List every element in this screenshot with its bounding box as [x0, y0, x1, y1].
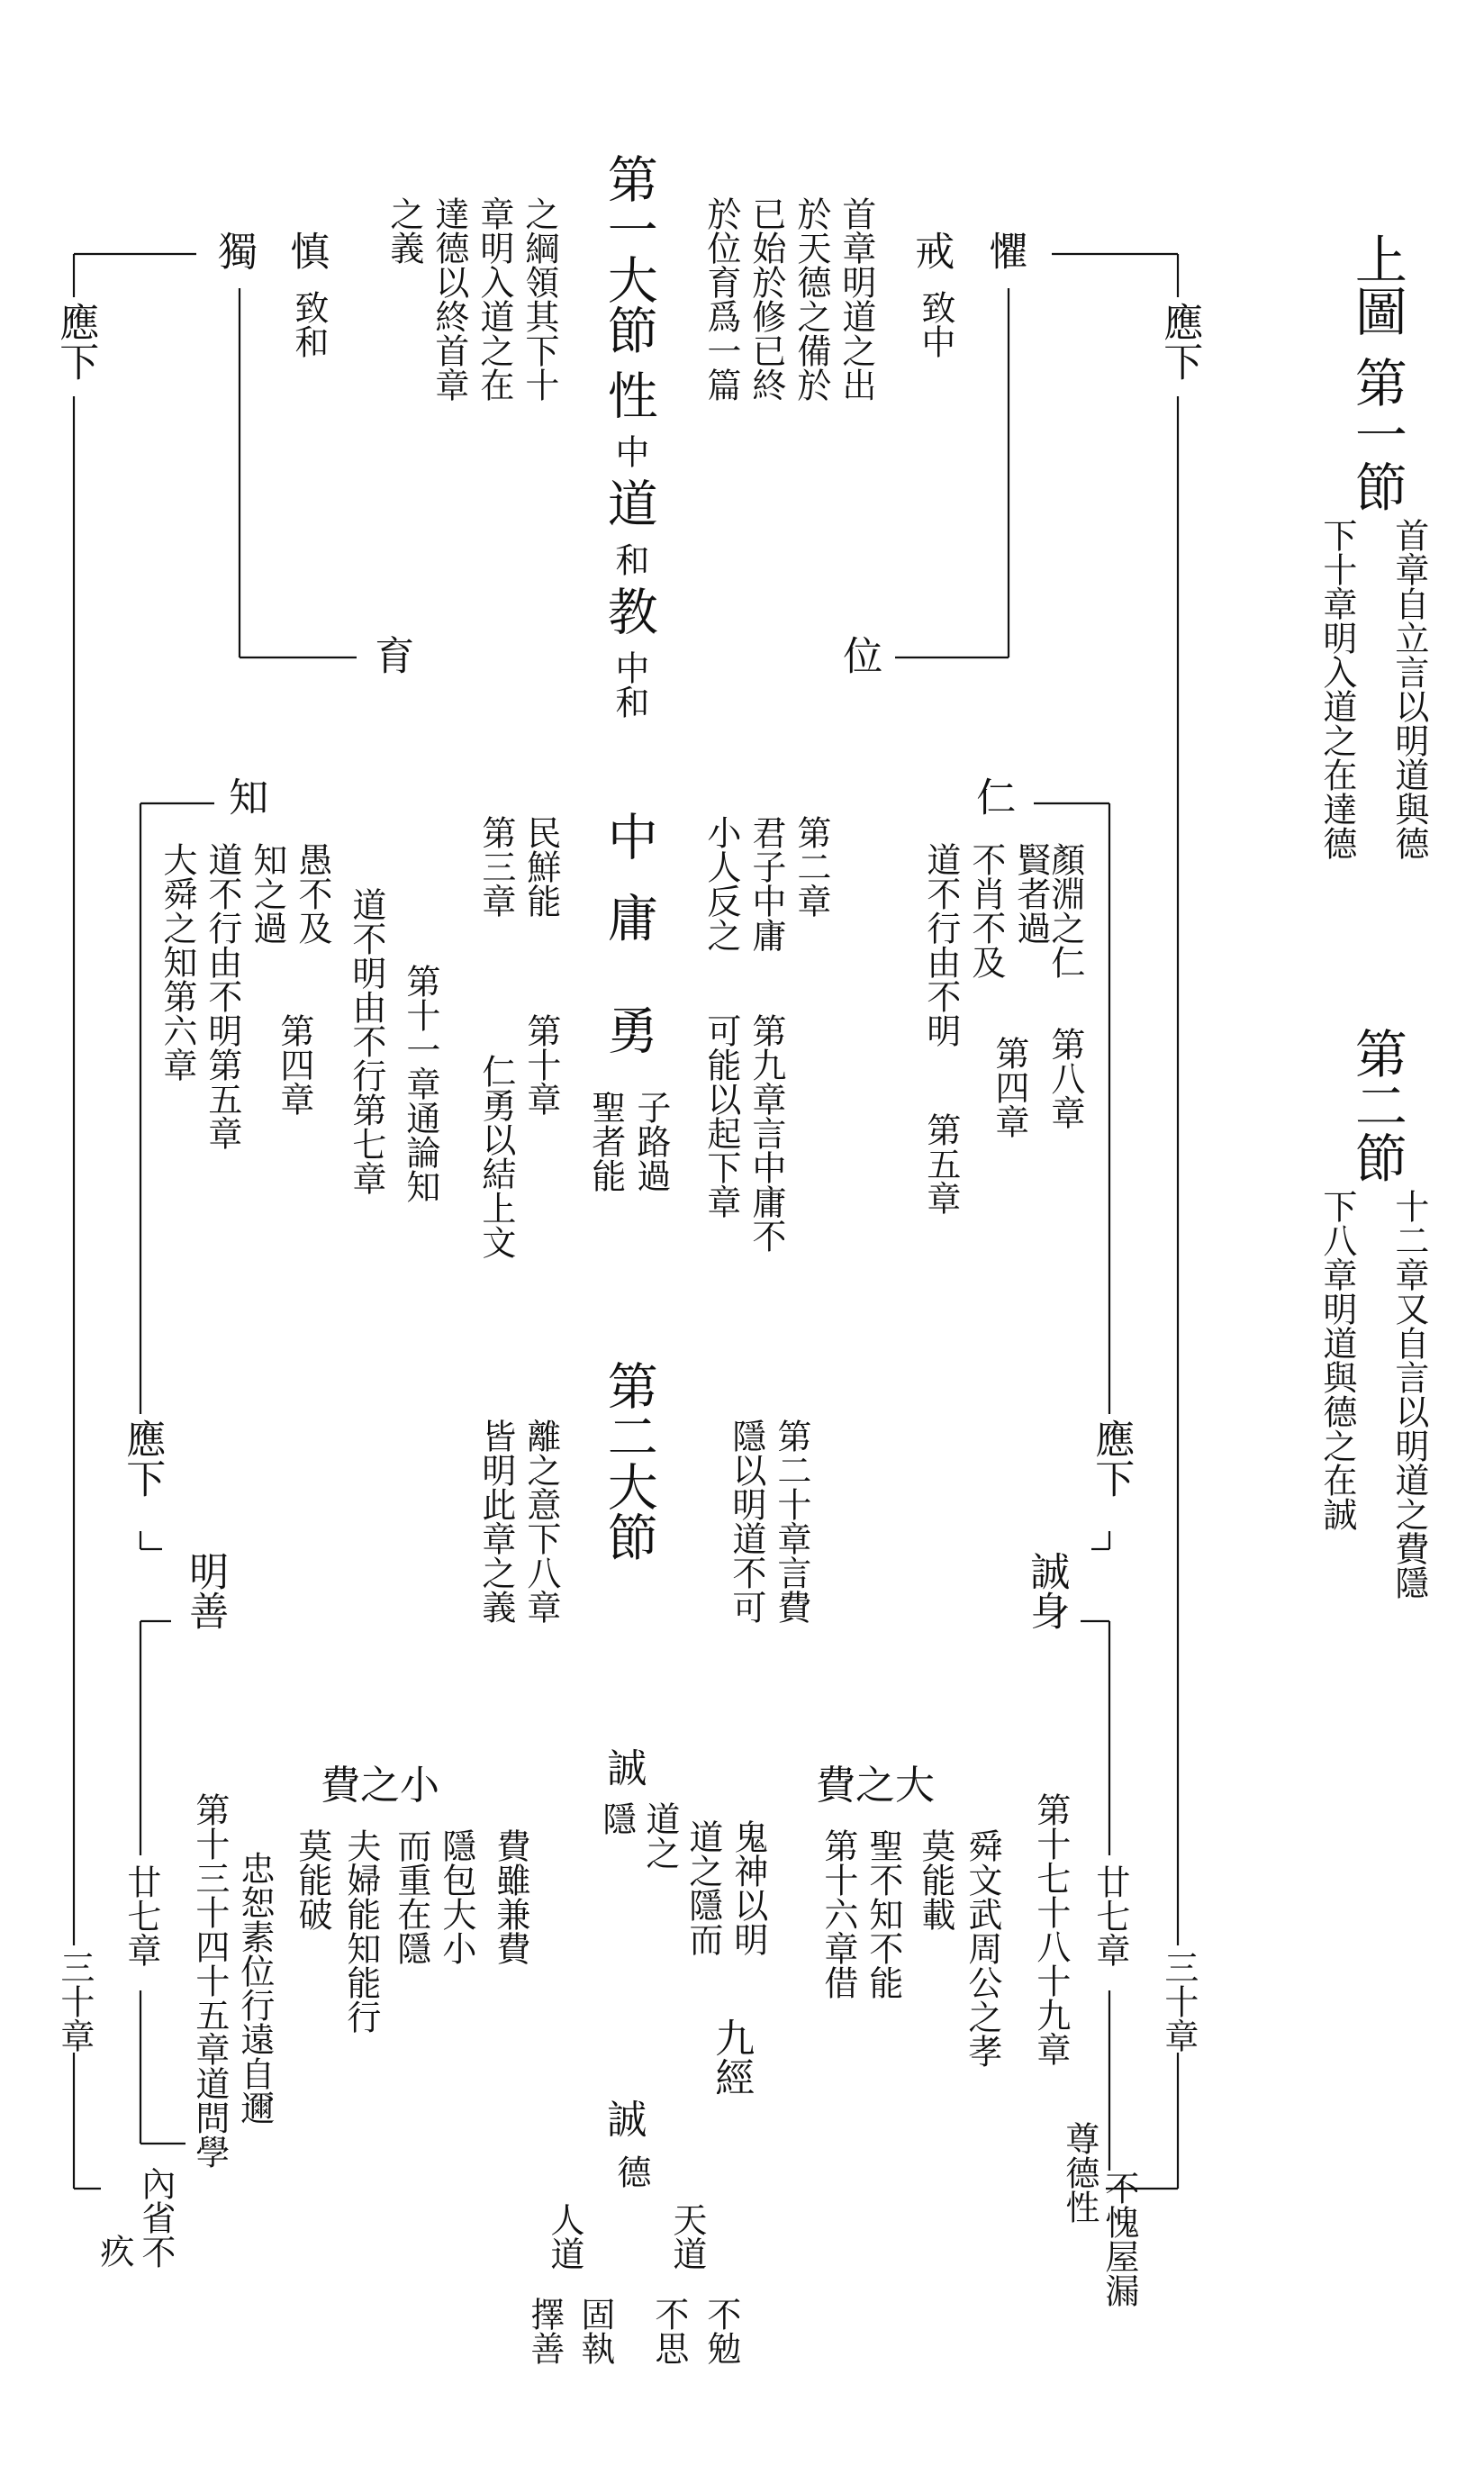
fei-da-text-2: 莫能載 [915, 1828, 955, 1931]
legend-title: 上圖 [1345, 232, 1407, 337]
node-zhong: 中 [599, 811, 658, 861]
zilu-2: 聖者能 [585, 1090, 626, 1192]
second-left-text-2: 皆明此章之義 [475, 1419, 516, 1624]
zhi-ch-11: 第十一章通論知 [400, 964, 440, 1203]
zhi-text-4: 大舜之知第六章 [157, 842, 197, 1082]
zhi-text-1: 愚不及 [292, 842, 332, 945]
node-jie: 戒 [908, 231, 955, 270]
top-right-text-1: 首章明道之出 [836, 196, 876, 402]
label-30-left: 三十章 [54, 1950, 95, 2053]
fei-xiao-text-2: 隱包大小 [436, 1828, 476, 1965]
node-ming-shan: 明善 [182, 1551, 229, 1630]
di10-2: 仁勇以結上文 [475, 1054, 516, 1259]
fei-da-text-4: 第十六章借 [818, 1828, 858, 1999]
di10-1: 第十章 [520, 1013, 561, 1116]
fei-da-chapters: 第十七十八十九章 [1030, 1792, 1071, 2066]
node-yu: 育 [367, 635, 414, 675]
center-note-3: 道之隱而 [683, 1819, 723, 1956]
label-30-right: 三十章 [1158, 1950, 1199, 2053]
tian-note-1: 不勉 [701, 2297, 741, 2365]
node-dao: 道 [599, 477, 658, 528]
note-dao: 和 [609, 542, 649, 576]
fei-xiao-ch-2: 第十三十四十五章道問學 [189, 1792, 230, 2169]
center-note-1: 道之 [639, 1801, 680, 1870]
node-du: 獨 [211, 231, 258, 270]
second-right-text-2: 隱以明道不可 [726, 1419, 766, 1624]
note-jiao: 中和 [609, 650, 649, 719]
label-ying-xia-mid-left: 應下 [119, 1419, 166, 1498]
top-left-text-2: 章明入道之在 [474, 196, 514, 402]
ren-ch-4: 第四章 [989, 1036, 1029, 1138]
fei-xiao-text-3: 而重在隱 [391, 1828, 431, 1965]
node-jiu-jing: 九經 [708, 2017, 755, 2097]
top-right-text-4: 於位育爲一篇 [701, 196, 741, 402]
label-ying-xia-left: 應下 [52, 302, 99, 381]
fei-xiao-text-5: 莫能破 [292, 1828, 332, 1931]
fei-xiao-text-4: 夫婦能知能行 [340, 1828, 381, 2034]
node-wei: 位 [836, 635, 882, 675]
label-27-left: 廿七章 [121, 1864, 161, 1967]
center-note-2: 鬼神以明 [728, 1819, 768, 1956]
top-right-text-2: 於天德之備於 [791, 196, 831, 402]
node-shen: 慎 [283, 231, 330, 270]
node-jiao: 教 [599, 585, 658, 636]
node-xing: 性 [599, 369, 658, 420]
node-cheng-de: 誠 [600, 2099, 647, 2138]
zhi-ch-4: 第四章 [274, 1013, 314, 1116]
label-27-right: 廿七章 [1090, 1864, 1130, 1967]
zhi-ch-7: 道不明由不行第七章 [346, 887, 386, 1195]
ren-ch-5: 第五章 [920, 1112, 961, 1215]
fei-da-text-1: 舜文武周公之孝 [962, 1828, 1002, 2068]
node-yong: 庸 [599, 892, 658, 942]
legend-section1-line-b: 下十章明入道之在達德 [1317, 518, 1357, 860]
node-yong-courage: 勇 [599, 1004, 658, 1055]
node-fei-xiao: 費之小 [321, 1763, 439, 1809]
top-left-text-1: 之綱領其下十 [519, 196, 559, 402]
heading-first-great-section: 第一大節 [599, 153, 658, 355]
node-cheng-shen: 誠身 [1023, 1551, 1070, 1630]
zhi-text-2: 知之過 [247, 842, 287, 945]
di2zhang-3: 小人反之 [701, 815, 741, 952]
fei-xiao-text-1: 費雖兼費 [490, 1828, 530, 1965]
ren-note-1: 固執 [575, 2297, 615, 2365]
legend-section2-line-b: 下八章明道與德之在誠 [1317, 1189, 1357, 1531]
di9-1: 第九章言中庸不 [746, 1013, 786, 1253]
note-zhi-he: 致和 [288, 290, 329, 358]
di3zhang-2: 第三章 [475, 815, 516, 918]
legend-section1-title: 第一節 [1345, 356, 1407, 512]
heading-second-great-section: 第二大節 [599, 1360, 658, 1562]
di3zhang-1: 民鮮能 [520, 815, 561, 918]
ren-note-2: 擇善 [524, 2297, 565, 2365]
di2zhang-2: 君子中庸 [746, 815, 786, 952]
legend-section2-line-a: 十二章又自言以明道之費隱 [1389, 1189, 1429, 1600]
zilu-1: 子路過 [630, 1090, 671, 1192]
top-right-text-3: 已始於修已終 [746, 196, 786, 402]
note-de: 德 [611, 2154, 651, 2189]
note-yin: 隱 [596, 1801, 637, 1836]
zun-de-xing: 尊德性 [1059, 2121, 1099, 2224]
node-ju: 懼 [982, 231, 1028, 270]
label-ying-xia-mid-right: 應下 [1088, 1419, 1135, 1498]
tian-note-2: 不思 [648, 2297, 689, 2365]
bu-kui-wu-lou: 不愧屋漏 [1099, 2171, 1139, 2307]
note-zhi-zhong: 致中 [915, 290, 955, 358]
legend-section2-title: 第二節 [1345, 1027, 1407, 1183]
legend-section1-line-a: 首章自立言以明道與德 [1389, 518, 1429, 860]
ren-text-3: 不肖不及 [965, 842, 1006, 979]
tian-dao: 天道 [666, 2202, 707, 2271]
di9-2: 可能以起下章 [701, 1013, 741, 1219]
zhi-text-3: 道不行由不明第五章 [202, 842, 242, 1150]
note-xing: 中 [609, 434, 649, 468]
nei-sheng-1: 內省不 [135, 2166, 176, 2269]
fei-da-text-3: 聖不知不能 [863, 1828, 903, 1999]
di2zhang-1: 第二章 [791, 815, 831, 918]
nei-sheng-2: 疚 [94, 2234, 134, 2268]
fei-xiao-ch-1: 忠恕素位行遠自邇 [234, 1851, 275, 2125]
ren-text-2: 賢者過 [1010, 842, 1051, 945]
second-right-text-1: 第二十章言費 [771, 1419, 811, 1624]
second-left-text-1: 離之意下八章 [520, 1419, 561, 1624]
node-ren: 仁 [969, 776, 1016, 816]
node-zhi: 知 [222, 776, 268, 816]
ren-text-1: 顏淵之仁 [1045, 842, 1085, 979]
top-left-text-3: 達德以終首章 [429, 196, 469, 402]
label-ying-xia-right: 應下 [1156, 302, 1203, 381]
top-left-text-4: 之義 [384, 196, 424, 265]
node-fei-da: 費之大 [816, 1763, 935, 1809]
ren-text-4: 道不行由不明 [920, 842, 961, 1047]
ren-dao: 人道 [544, 2202, 584, 2271]
ren-ch-8: 第八章 [1045, 1027, 1085, 1129]
node-cheng-yin: 誠 [600, 1747, 647, 1787]
